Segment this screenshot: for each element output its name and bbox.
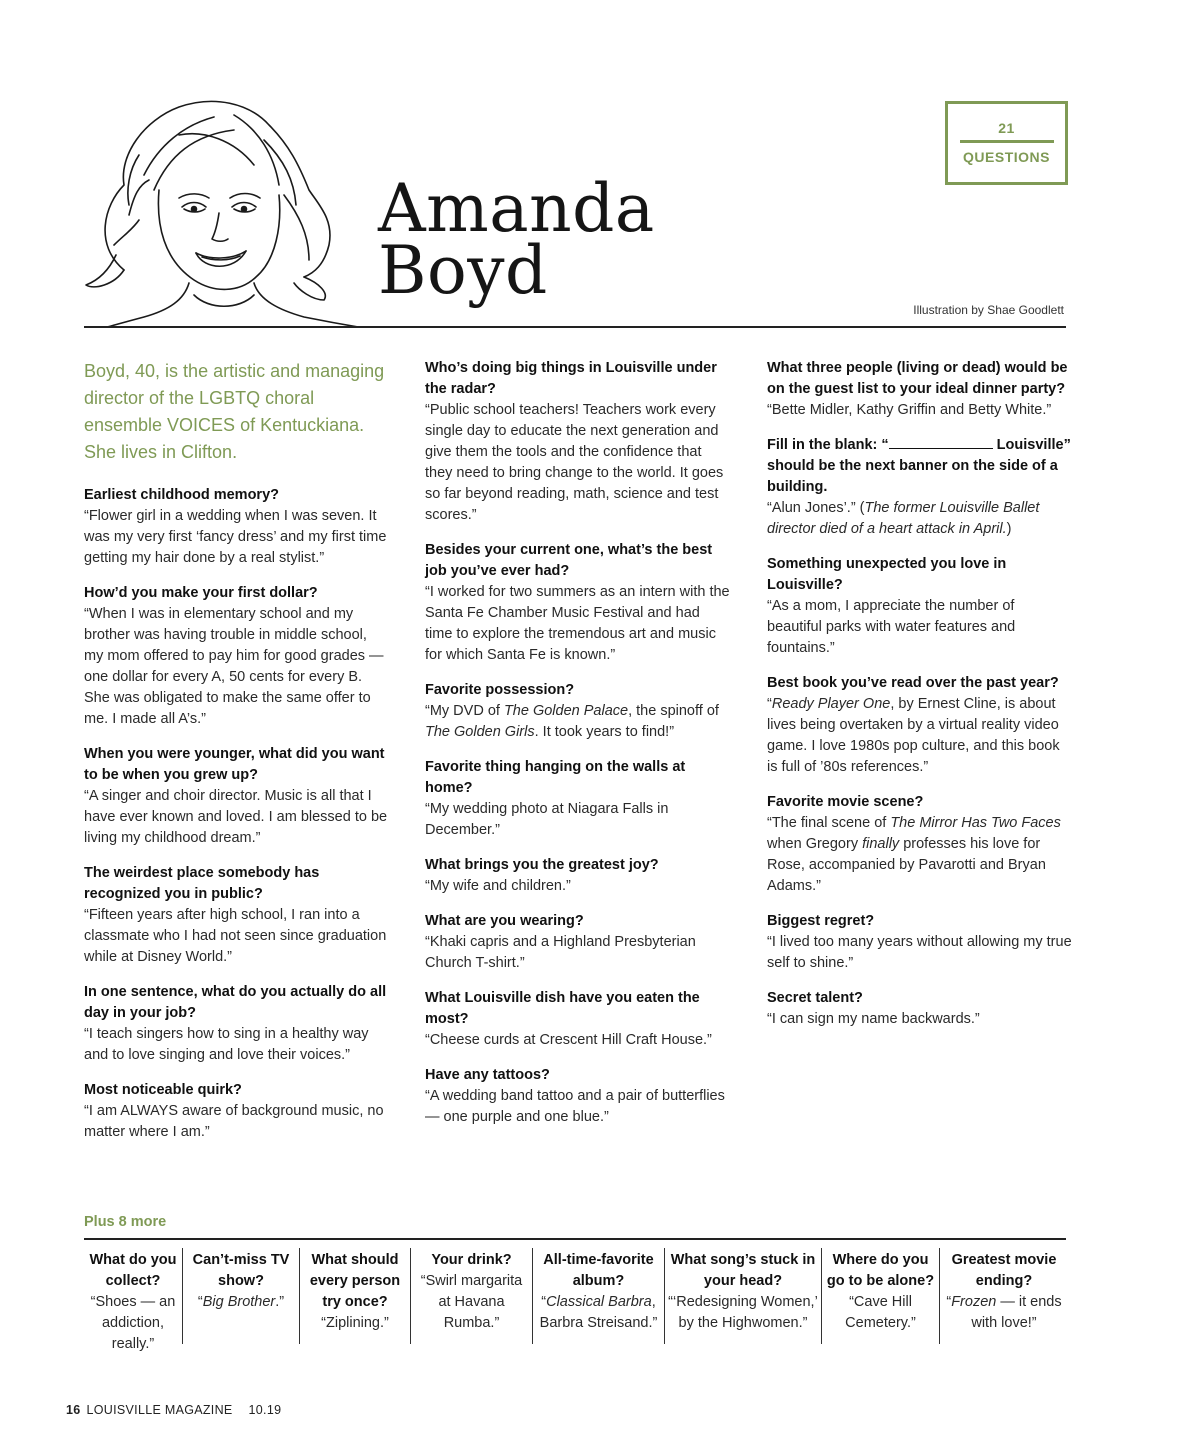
plus-question: What should every person try once? [309,1252,401,1310]
answer [767,813,1073,897]
question: Most noticeable quirk? [84,1082,242,1098]
plus-answer [943,1292,1065,1334]
plus-question: What do you collect? [89,1252,177,1289]
portrait-illustration [84,95,376,328]
question: Besides your current one, what’s the best job you’ve ever had? [425,542,713,579]
answer [767,498,1073,540]
question: What brings you the greatest joy? [425,857,659,873]
qa-item [767,554,1073,659]
answer: “Public school teachers! Teachers work every single day to educate the next generation and give them the tools and the confidence that they need to bring change to the world. It goes so far beyond reading, math, science and test scores.” [425,402,724,523]
question: Favorite movie scene? [767,794,924,810]
answer: “Flower girl in a wedding when I was seven. It was my very first ‘fancy dress’ and my first time getting my hair done by a real stylist.” [84,508,387,566]
answer: “I can sign my name backwards.” [767,1011,980,1027]
plus-more-heading: Plus 8 more [84,1214,167,1230]
plus-item [940,1248,1068,1344]
question: Best book you’ve read over the past year? [767,675,1059,691]
question: Have any tattoos? [425,1067,550,1083]
question: What Louisville dish have you eaten the most? [425,990,700,1027]
header-divider [84,326,1066,328]
badge-rule [960,140,1054,143]
answer: “I lived too many years without allowing my true self to shine.” [767,934,1072,971]
questions-badge [945,101,1068,185]
question [767,435,1073,498]
plus-question: Greatest movie ending? [951,1252,1057,1289]
answer: “I worked for two summers as an intern with the Santa Fe Chamber Music Festival and had time to explore the tremendous art and music for which Santa Fe is known.” [425,584,730,663]
question: Who’s doing big things in Louisville under the radar? [425,360,717,397]
answer-title: Classical Barbra [546,1294,652,1310]
plus-answer: “Shoes — an addiction, really.” [90,1294,176,1352]
answer-text: “The final scene of [767,815,891,831]
qa-item [767,358,1073,421]
qa-item [84,583,390,730]
question-text: Louisville” should be the next banner on the side of a building. [767,437,1071,495]
answer: “Khaki capris and a Highland Presbyterian Church T-shirt.” [425,934,696,971]
answer-text: — it ends with love!” [971,1294,1062,1331]
plus-question: Your drink? [431,1252,512,1268]
plus-item [300,1248,411,1344]
qa-item [425,540,731,666]
plus-question: What song’s stuck in your head? [670,1252,816,1289]
answer: “My wedding photo at Niagara Falls in December.” [425,801,669,838]
fill-in-blank-line [889,436,993,449]
plus-answer [536,1292,661,1334]
question: Favorite thing hanging on the walls at home? [425,759,686,796]
answer-title: Frozen [951,1294,997,1310]
plus-item [411,1248,533,1344]
answer-title: The Golden Palace [503,703,629,719]
answer [425,701,731,743]
qa-item [425,358,731,526]
plus-more-row [84,1248,1074,1358]
answer: “Fifteen years after high school, I ran into a classmate who I had not seen since graduation while at Disney World.” [84,907,387,965]
qa-item [767,435,1073,540]
answer-emphasis: finally [862,836,900,852]
question: What are you wearing? [425,913,584,929]
answer-text: , the spinoff of [628,703,719,719]
qa-item [767,988,1073,1030]
answer [767,694,1073,778]
answer-title: Ready Player One [771,696,891,712]
last-name: Boyd [378,232,548,309]
answer-text: .” [275,1294,285,1310]
qa-item [425,911,731,974]
answer-text: “ [946,1294,952,1310]
plus-question: Can’t-miss TV show? [192,1252,290,1289]
answer-text: ) [1006,521,1012,537]
qa-item [425,855,731,897]
answer-text: . It took years to find!” [534,724,675,740]
column-2 [425,358,731,1142]
answer: “I am ALWAYS aware of background music, no matter where I am.” [84,1103,384,1140]
column-3 [767,358,1073,1044]
plus-item [665,1248,822,1344]
qa-item [84,982,390,1066]
profile-name [378,170,655,309]
answer-text: “ [767,696,772,712]
answer-text: , by Ernest Cline, is about lives being overtaken by a virtual reality video game. I love 1980s pop culture, and this book is full of ’80s references.” [767,696,1060,775]
plus-answer: “Ziplining.” [321,1315,389,1331]
plus-answer: “Swirl margarita at Havana Rumba.” [420,1273,523,1331]
answer: “A wedding band tattoo and a pair of butterflies — one purple and one blue.” [425,1088,725,1125]
plus-item [533,1248,665,1344]
question: Secret talent? [767,990,863,1006]
question: The weirdest place somebody has recognized you in public? [84,865,320,902]
answer-note: The former Louisville Ballet director died of a heart attack in April. [767,500,1040,537]
question: Something unexpected you love in Louisville? [767,556,1007,593]
question-text: Fill in the blank: “ [767,437,889,453]
plus-more-divider [84,1238,1066,1240]
qa-item [84,1080,390,1143]
page-footer [66,1403,281,1417]
question: Biggest regret? [767,913,875,929]
answer: “Cheese curds at Crescent Hill Craft House.” [425,1032,712,1048]
answer-text: “ [197,1294,203,1310]
issue-date: 10.19 [248,1403,282,1417]
question: When you were younger, what did you want to be when you grew up? [84,746,385,783]
answer: “A singer and choir director. Music is all that I have ever known and loved. I am blessed to be living my childhood dream.” [84,788,388,846]
qa-item [84,744,390,849]
qa-item [767,673,1073,778]
column-1 [84,358,390,1157]
answer-text: when Gregory [767,836,863,852]
answer-text: , Barbra Streisand.” [539,1294,658,1331]
question: How’d you make your first dollar? [84,585,318,601]
answer: “I teach singers how to sing in a healthy way and to love singing and love their voices.” [84,1026,369,1063]
plus-question: Where do you go to be alone? [826,1252,935,1289]
qa-item [425,680,731,743]
qa-item [767,792,1073,897]
badge-word: QUESTIONS [963,149,1050,165]
answer-text: “ [541,1294,547,1310]
page-number: 16 [66,1403,81,1417]
question: Favorite possession? [425,682,575,698]
first-name: Amanda [378,170,655,247]
plus-question: All-time-favorite album? [543,1252,654,1289]
qa-item [84,863,390,968]
qa-item [425,988,731,1051]
illustration-credit: Illustration by Shae Goodlett [913,303,1064,317]
answer: “My wife and children.” [425,878,571,894]
question: What three people (living or dead) would be on the guest list to your ideal dinner party? [767,360,1068,397]
plus-item [822,1248,940,1344]
plus-item [183,1248,300,1344]
plus-answer: “‘Redesigning Women,’ by the Highwomen.” [668,1294,818,1331]
answer-text: “My DVD of [425,703,504,719]
magazine-name: LOUISVILLE MAGAZINE [86,1403,233,1417]
answer-title: Big Brother [202,1294,276,1310]
badge-number: 21 [998,120,1015,136]
plus-answer [186,1292,296,1313]
plus-answer: “Cave Hill Cemetery.” [845,1294,916,1331]
question: In one sentence, what do you actually do all day in your job? [84,984,387,1021]
answer-text: professes his love for Rose, accompanied by Pavarotti and Bryan Adams.” [767,836,1046,894]
answer-title: The Golden Girls [425,724,535,740]
qa-item [767,911,1073,974]
answer: “Bette Midler, Kathy Griffin and Betty White.” [767,402,1052,418]
qa-item [84,485,390,569]
question: Earliest childhood memory? [84,487,279,503]
intro-text: Boyd, 40, is the artistic and managing director of the LGBTQ choral ensemble VOICES of Kentuckiana. She lives in Clifton. [84,361,385,462]
answer: “As a mom, I appreciate the number of beautiful parks with water features and fountains.” [767,598,1016,656]
answer-text: “Alun Jones’.” ( [767,500,865,516]
qa-item [425,1065,731,1128]
answer-title: The Mirror Has Two Faces [890,815,1061,831]
qa-item [425,757,731,841]
answer: “When I was in elementary school and my brother was having trouble in middle school, my mom offered to pay him for good grades — one dollar for every A, 50 cents for every B. She was obligated to make the same offer to me. I made all A’s.” [84,606,384,727]
plus-item [84,1248,183,1352]
